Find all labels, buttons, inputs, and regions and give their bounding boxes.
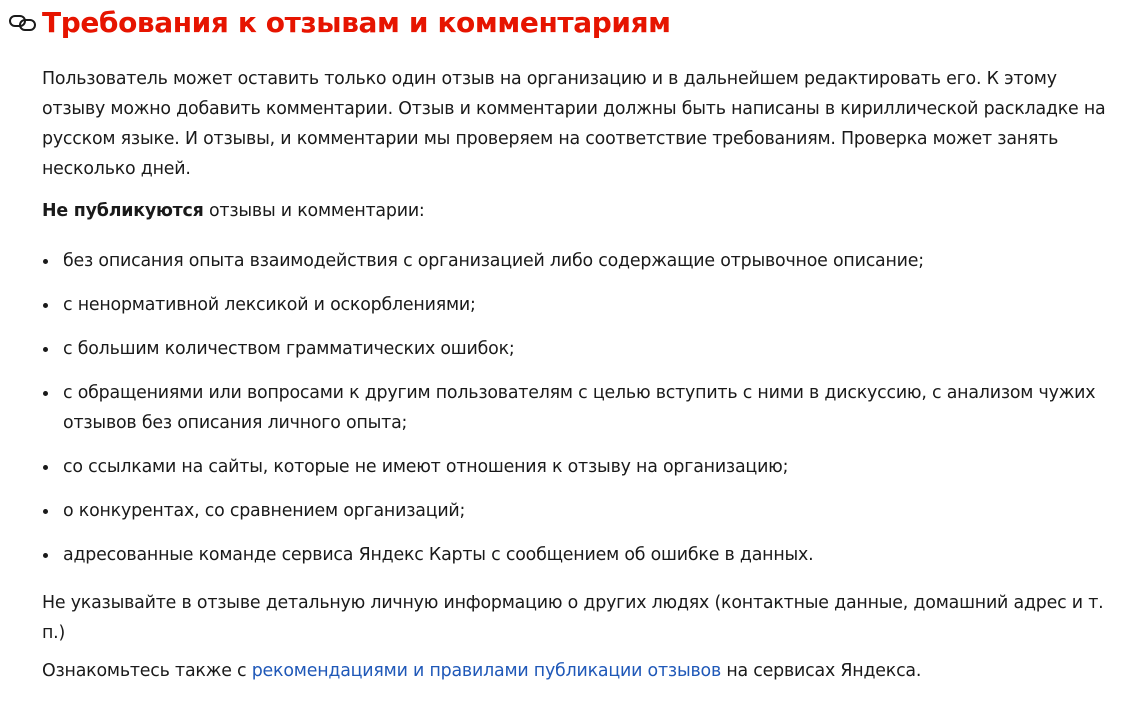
- not-published-lead: [42, 196, 1117, 226]
- intro-paragraph: Пользователь может оставить только один отзыв на организацию и в дальнейшем редактировать его. К этому отзыву можно добавить комментарии. Отзыв и комментарии должны быть написаны в кириллической раскладке на русском языке. И отзывы, и комментарии мы проверяем на соответствие требованиям. Проверка может занять несколько дней.: [42, 69, 1106, 179]
- list-item: без описания опыта взаимодействия с организацией либо содержащие отрывочное описание;: [42, 246, 1117, 276]
- list-item: со ссылками на сайты, которые не имеют отношения к отзыву на организацию;: [42, 452, 1117, 482]
- footer-paragraph: [42, 656, 1117, 686]
- list-item: с обращениями или вопросами к другим пользователям с целью вступить с ними в дискуссию, с анализом чужих отзывов без описания личного опыта;: [42, 378, 1117, 438]
- list-item: с ненормативной лексикой и оскорблениями;: [42, 290, 1117, 320]
- list-item: адресованные команде сервиса Яндекс Карты с сообщением об ошибке в данных.: [42, 540, 1117, 570]
- rules-list: [42, 246, 1117, 570]
- article-body: [42, 64, 1117, 686]
- lead-bold: Не публикуются: [42, 201, 204, 221]
- footer-text-after: на сервисах Яндекса.: [721, 661, 922, 681]
- list-item: о конкурентах, со сравнением организаций;: [42, 496, 1117, 526]
- review-rules-link[interactable]: рекомендациями и правилами публикации отзывов: [251, 661, 722, 681]
- page-title: Требования к отзывам и комментариям: [42, 5, 671, 39]
- link-icon[interactable]: [8, 12, 38, 32]
- footer-text-before: Ознакомьтесь также с: [42, 661, 252, 681]
- lead-rest: отзывы и комментарии:: [203, 201, 425, 221]
- privacy-note: Не указывайте в отзыве детальную личную информацию о других людях (контактные данные, домашний адрес и т. п.): [42, 593, 1104, 643]
- section-heading: [8, 0, 671, 44]
- list-item: с большим количеством грамматических ошибок;: [42, 334, 1117, 364]
